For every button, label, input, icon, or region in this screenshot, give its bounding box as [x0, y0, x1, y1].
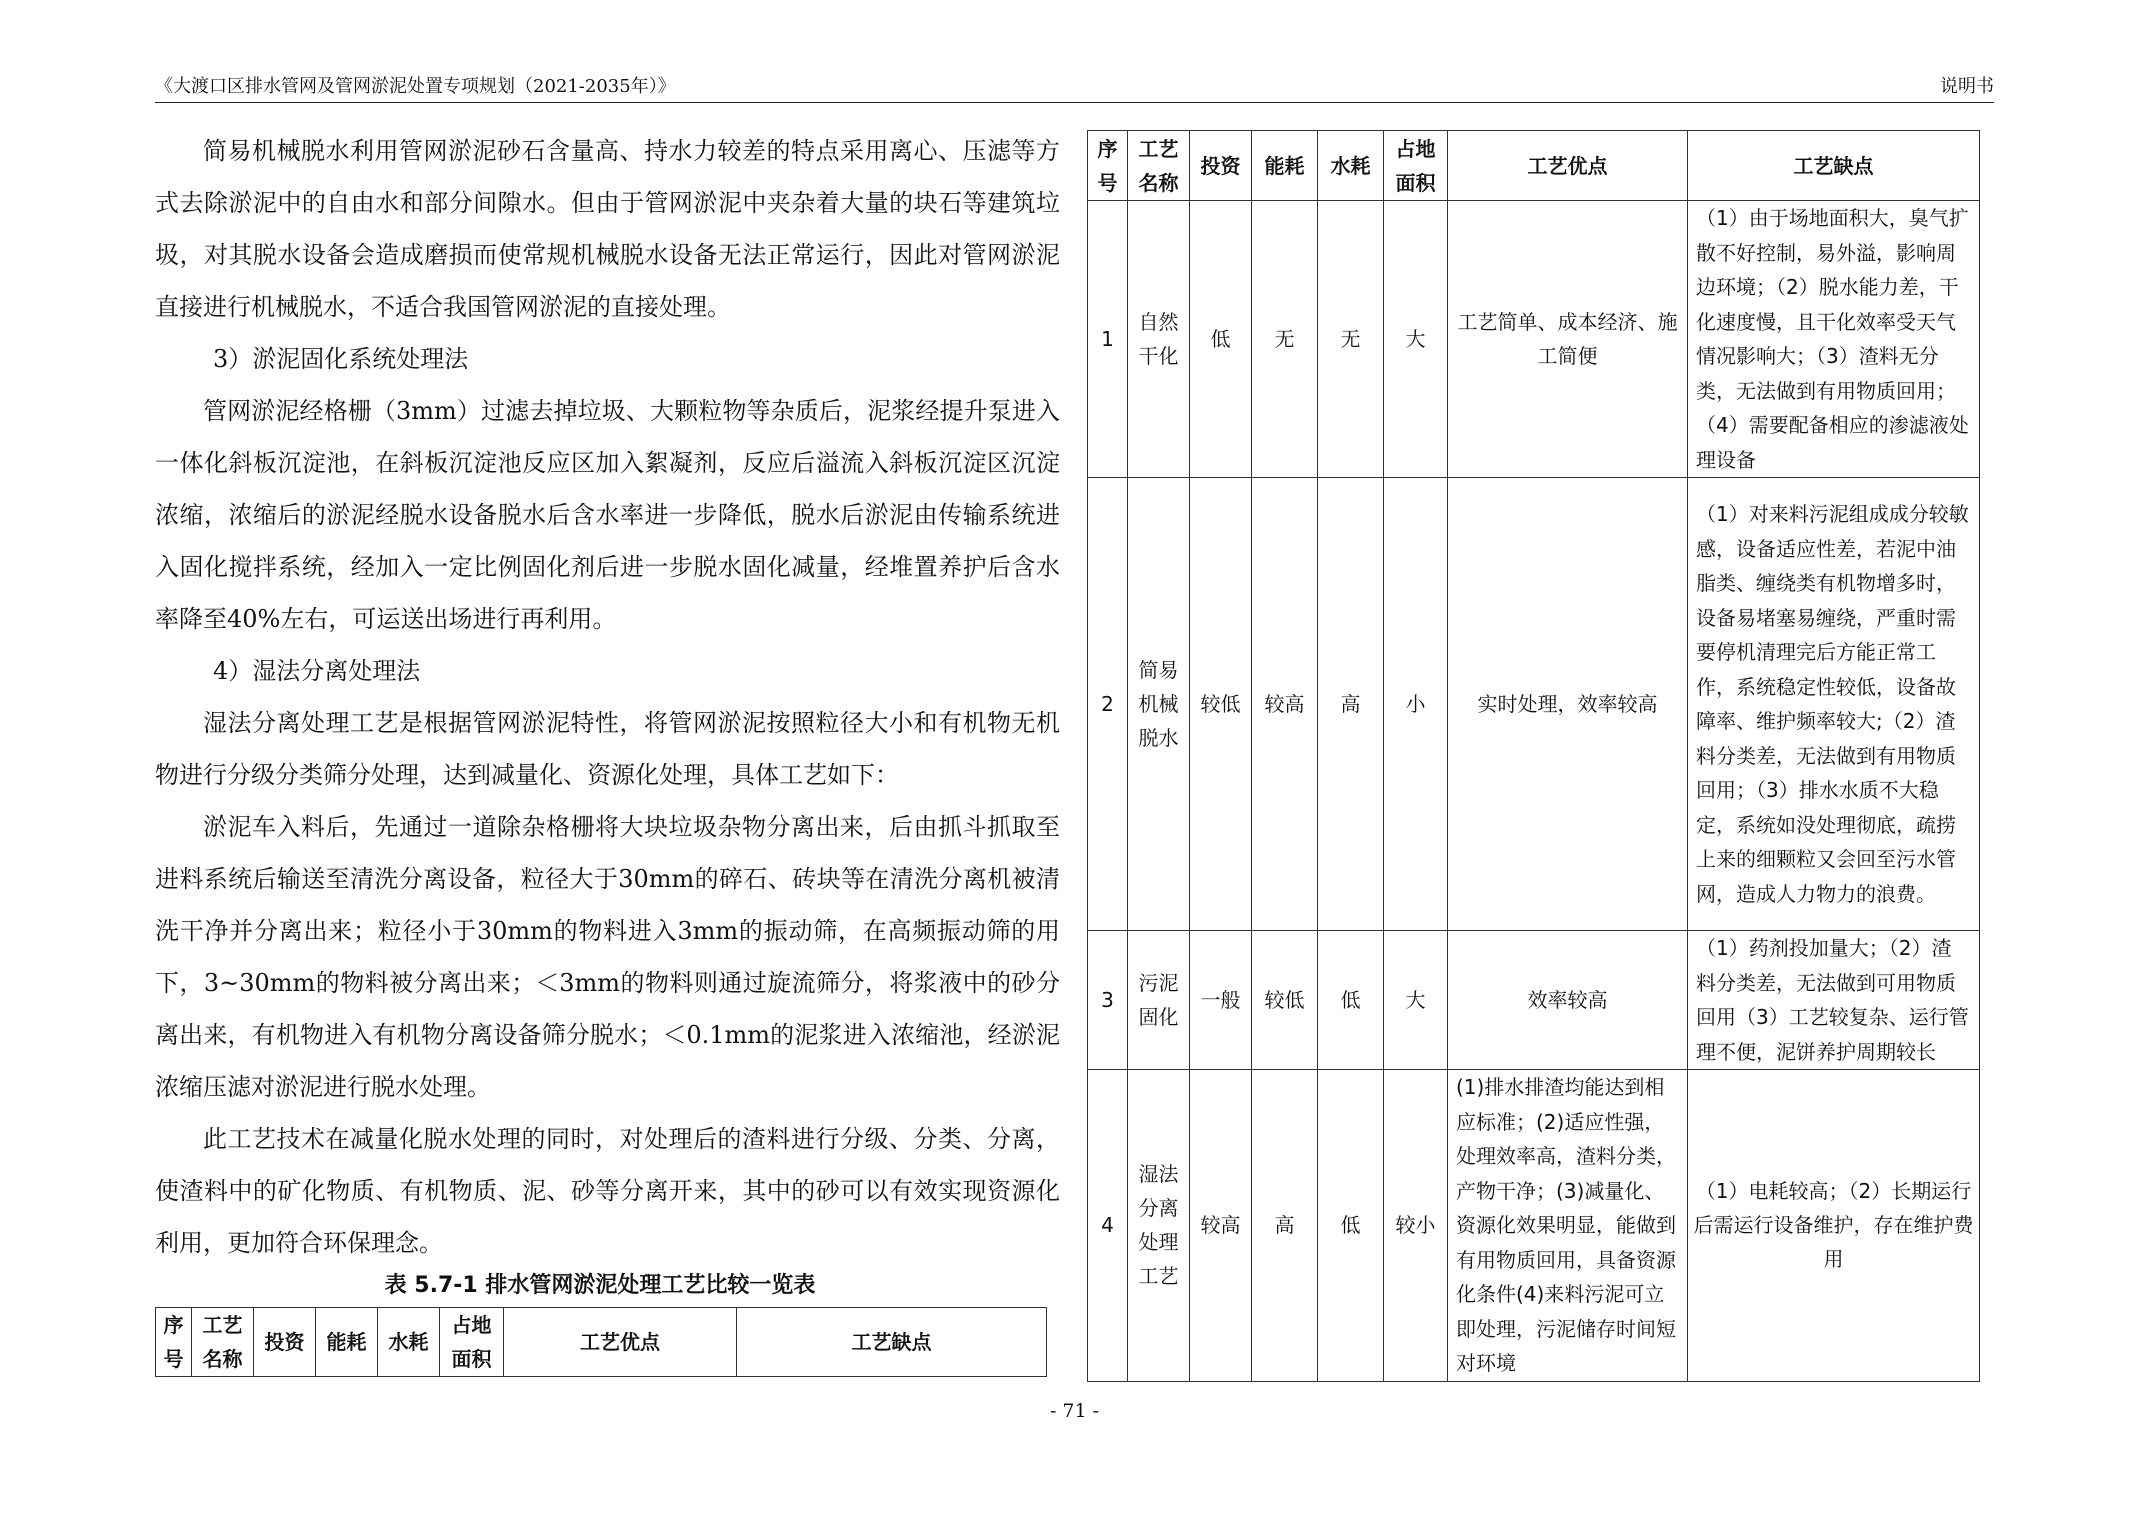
header-area: 占地面积 [1384, 131, 1448, 201]
cell-cons: （1）由于场地面积大，臭气扩散不好控制，易外溢，影响周边环境；（2）脱水能力差，干化速度慢，且干化效率受天气情况影响大；（3）渣料无分类，无法做到有用物质回用；（4）需要配备相应的渗滤液处理设备 [1688, 201, 1980, 478]
cell-energy: 较高 [1252, 478, 1318, 931]
table-row [1088, 1070, 1980, 1382]
table-header-row [1088, 131, 1980, 201]
header-pros: 工艺优点 [1448, 131, 1688, 201]
table-row [1088, 931, 1980, 1070]
cell-pros: 效率较高 [1448, 931, 1688, 1070]
cell-cons: （1）药剂投加量大；（2）渣料分类差，无法做到可用物质回用（3）工艺较复杂、运行管理不便，泥饼养护周期较长 [1688, 931, 1980, 1070]
header-water: 水耗 [378, 1308, 440, 1377]
header-invest: 投资 [1190, 131, 1252, 201]
comparison-table [1087, 130, 1980, 1382]
header-divider [155, 102, 1994, 103]
cell-energy: 高 [1252, 1070, 1318, 1382]
cell-invest: 低 [1190, 201, 1252, 478]
section-label: 说明书 [1940, 76, 1994, 97]
heading-solidification: 3）淤泥固化系统处理法 [213, 345, 469, 373]
paragraph-wet-separation-intro: 湿法分离处理工艺是根据管网淤泥特性，将管网淤泥按照粒径大小和有机物无机物进行分级分类筛分处理，达到减量化、资源化处理，具体工艺如下： [155, 709, 1060, 789]
paragraph-solidification: 管网淤泥经格栅（3mm）过滤去掉垃圾、大颗粒物等杂质后，泥浆经提升泵进入一体化斜板沉淀池，在斜板沉淀池反应区加入絮凝剂，反应后溢流入斜板沉淀区沉淀浓缩，浓缩后的淤泥经脱水设备脱水后含水率进一步降低，脱水后淤泥由传输系统进入固化搅拌系统，经加入一定比例固化剂后进一步脱水固化减量，经堆置养护后含水率降至40%左右，可运送出场进行再利用。 [155, 397, 1060, 633]
cell-invest: 较低 [1190, 478, 1252, 931]
paragraph-wet-separation-process: 淤泥车入料后，先通过一道除杂格栅将大块垃圾杂物分离出来，后由抓斗抓取至进料系统后输送至清洗分离设备，粒径大于30mm的碎石、砖块等在清洗分离机被清洗干净并分离出来；粒径小于30mm的物料进入3mm的振动筛，在高频振动筛的用下，3~30mm的物料被分离出来；＜3mm的物料则通过旋流筛分，将浆液中的砂分离出来，有机物进入有机物分离设备筛分脱水；＜0.1mm的泥浆进入浓缩池，经淤泥浓缩压滤对淤泥进行脱水处理。 [155, 813, 1060, 1101]
header-cons: 工艺缺点 [1688, 131, 1980, 201]
cell-no: 1 [1088, 201, 1128, 478]
cell-name: 自然干化 [1128, 201, 1190, 478]
comparison-table-header-left [155, 1307, 1047, 1377]
cell-water: 低 [1318, 931, 1384, 1070]
cell-area: 大 [1384, 931, 1448, 1070]
header-no: 序号 [1088, 131, 1128, 201]
cell-pros: 工艺简单、成本经济、施工简便 [1448, 201, 1688, 478]
page-number: - 71 - [1049, 1400, 1100, 1422]
header-invest: 投资 [254, 1308, 316, 1377]
cell-water: 高 [1318, 478, 1384, 931]
header-energy: 能耗 [1252, 131, 1318, 201]
cell-area: 较小 [1384, 1070, 1448, 1382]
header-area: 占地面积 [440, 1308, 504, 1377]
cell-pros: 实时处理，效率较高 [1448, 478, 1688, 931]
cell-water: 无 [1318, 201, 1384, 478]
cell-water: 低 [1318, 1070, 1384, 1382]
table-row [1088, 201, 1980, 478]
cell-invest: 一般 [1190, 931, 1252, 1070]
cell-pros: (1)排水排渣均能达到相应标准；(2)适应性强，处理效率高，渣料分类，产物干净；(3)减量化、资源化效果明显，能做到有用物质回用，具备资源化条件(4)来料污泥可立即处理，污泥储存时间短对环境 [1448, 1070, 1688, 1382]
cell-no: 4 [1088, 1070, 1128, 1382]
cell-cons: （1）对来料污泥组成成分较敏感，设备适应性差，若泥中油脂类、缠绕类有机物增多时，设备易堵塞易缠绕，严重时需要停机清理完后方能正常工作，系统稳定性较低，设备故障率、维护频率较大;（2）渣料分类差，无法做到有用物质回用；（3）排水水质不大稳定，系统如没处理彻底，疏捞上来的细颗粒又会回至污水管网，造成人力物力的浪费。 [1688, 478, 1980, 931]
cell-invest: 较高 [1190, 1070, 1252, 1382]
cell-area: 小 [1384, 478, 1448, 931]
cell-name: 简易机械脱水 [1128, 478, 1190, 931]
header-cons: 工艺缺点 [737, 1308, 1047, 1377]
table-caption: 表 5.7-1 排水管网淤泥处理工艺比较一览表 [384, 1273, 816, 1298]
cell-energy: 无 [1252, 201, 1318, 478]
header-energy: 能耗 [316, 1308, 378, 1377]
cell-area: 大 [1384, 201, 1448, 478]
cell-energy: 较低 [1252, 931, 1318, 1070]
cell-no: 2 [1088, 478, 1128, 931]
table-header-row [156, 1308, 1047, 1377]
body-text-column [155, 125, 1060, 1269]
header-no: 序号 [156, 1308, 192, 1377]
cell-name: 污泥固化 [1128, 931, 1190, 1070]
header-water: 水耗 [1318, 131, 1384, 201]
header-name: 工艺名称 [1128, 131, 1190, 201]
heading-wet-separation: 4）湿法分离处理法 [213, 657, 421, 685]
header-pros: 工艺优点 [504, 1308, 737, 1377]
paragraph-mechanical-dewatering: 简易机械脱水利用管网淤泥砂石含量高、持水力较差的特点采用离心、压滤等方式去除淤泥中的自由水和部分间隙水。但由于管网淤泥中夹杂着大量的块石等建筑垃圾，对其脱水设备会造成磨损而使常规机械脱水设备无法正常运行，因此对管网淤泥直接进行机械脱水，不适合我国管网淤泥的直接处理。 [155, 137, 1060, 321]
paragraph-wet-separation-benefits: 此工艺技术在减量化脱水处理的同时，对处理后的渣料进行分级、分类、分离，使渣料中的矿化物质、有机物质、泥、砂等分离开来，其中的砂可以有效实现资源化利用，更加符合环保理念。 [155, 1125, 1060, 1257]
cell-cons: （1）电耗较高；（2）长期运行后需运行设备维护，存在维护费用 [1688, 1070, 1980, 1382]
document-title: 《大渡口区排水管网及管网淤泥处置专项规划（2021-2035年）》 [155, 76, 676, 97]
header-name: 工艺名称 [192, 1308, 254, 1377]
table-row [1088, 478, 1980, 931]
cell-name: 湿法分离处理工艺 [1128, 1070, 1190, 1382]
cell-no: 3 [1088, 931, 1128, 1070]
